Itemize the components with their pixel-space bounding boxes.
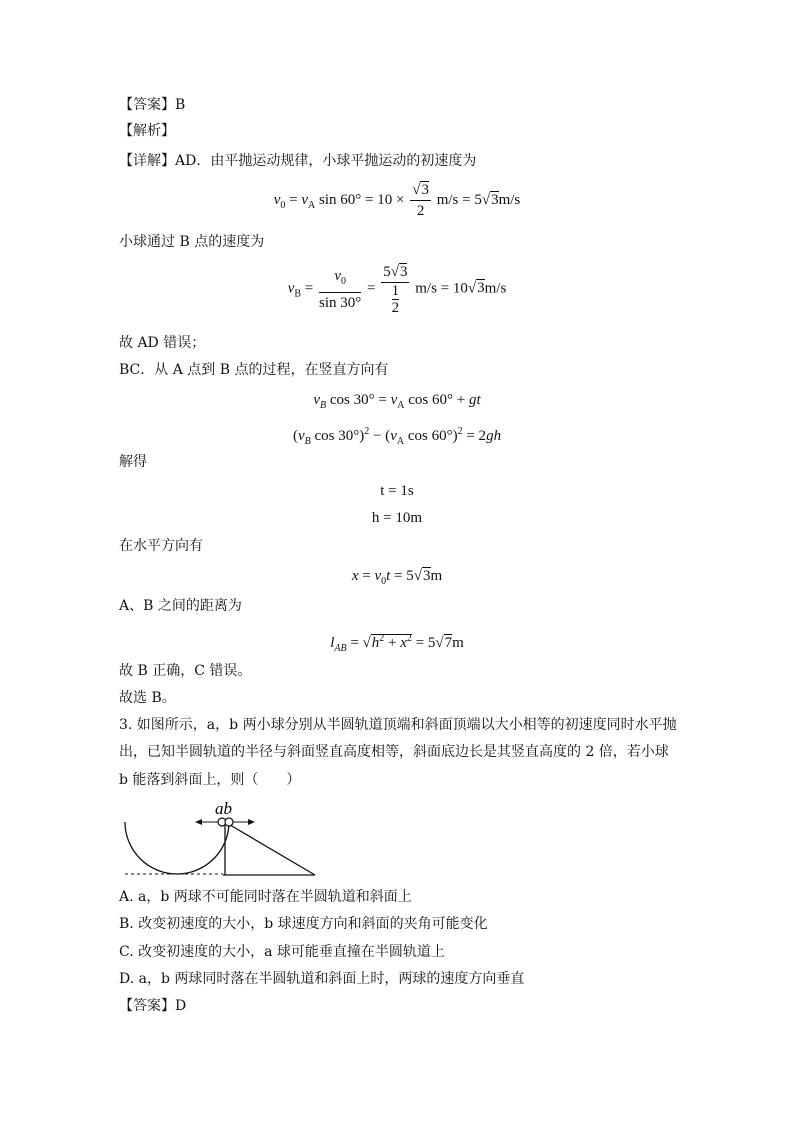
- solve-label: 解得: [119, 454, 147, 470]
- figure-semicircle-incline: [119, 798, 329, 878]
- vb-intro: 小球通过 B 点的速度为: [119, 234, 265, 250]
- choose-b: 故选 B。: [119, 690, 176, 706]
- answer-label: 【答案】B: [119, 97, 186, 113]
- equation-vertical: $v_B$ $\cos 30^\circ = v_A$ cos 60° + gt: [313, 392, 481, 411]
- analysis-label: 【解析】: [119, 123, 175, 139]
- equation-v0: $v_0 = v_A$ sin 60° = 10 × $\frac{√3}{2}$ m/s = 5√3m/s: [273, 182, 521, 219]
- arrow-right-head: [248, 819, 255, 825]
- equation-vb: $v_B$ = $\frac{v_0}{\sin 30^\circ}$ = 5√3 1 2 m/s = 10√3m/s: [287, 264, 507, 316]
- ad-wrong: 故 AD 错误；: [119, 335, 206, 351]
- ball-b: [225, 818, 233, 826]
- horizontal-label: 在水平方向有: [119, 538, 203, 554]
- option-b: B. 改变初速度的大小，b 球速度方向和斜面的夹角可能变化: [119, 916, 488, 932]
- option-c: C. 改变初速度的大小，a 球可能垂直撞在半圆轨道上: [119, 944, 445, 960]
- distance-label: A、B 之间的距离为: [119, 598, 242, 614]
- equation-h: h = 10m: [371, 510, 423, 526]
- option-a: A. a，b 两球不可能同时落在半圆轨道和斜面上: [119, 889, 412, 905]
- question3-line1: 3. 如图所示，a，b 两小球分别从半圆轨道顶端和斜面顶端以大小相等的初速度同时水平抛: [119, 717, 677, 733]
- equation-lab: $l_{AB} = √h^2 + x^2 = 5√7m$: [330, 633, 464, 654]
- question3-line3: b 能落到斜面上，则（ ）: [119, 772, 301, 788]
- incline-slope: [225, 822, 315, 875]
- equation-t: t = 1s: [380, 483, 414, 499]
- figure-label: ab: [215, 799, 232, 818]
- detail-line: 【详解】AD．由平抛运动规律，小球平抛运动的初速度为: [119, 153, 477, 169]
- bc-intro: BC．从 A 点到 B 点的过程，在竖直方向有: [119, 362, 389, 378]
- option-d: D. a，b 两球同时落在半圆轨道和斜面上时，两球的速度方向垂直: [119, 971, 525, 987]
- answer2-label: 【答案】D: [119, 998, 187, 1014]
- question3-line2: 出，已知半圆轨道的半径与斜面竖直高度相等，斜面底边长是其竖直高度的 2 倍，若小球: [119, 744, 669, 760]
- equation-energy: ($v_B$ $\cos 30^\circ)^2 - (v_A$ cos 60°)$^2$ = 2gh: [292, 426, 502, 447]
- equation-x: $x = v_0t = 5√3m$: [351, 568, 443, 587]
- semicircle-track: [125, 822, 229, 874]
- b-right: 故 B 正确，C 错误。: [119, 663, 252, 679]
- arrow-left-head: [195, 819, 202, 825]
